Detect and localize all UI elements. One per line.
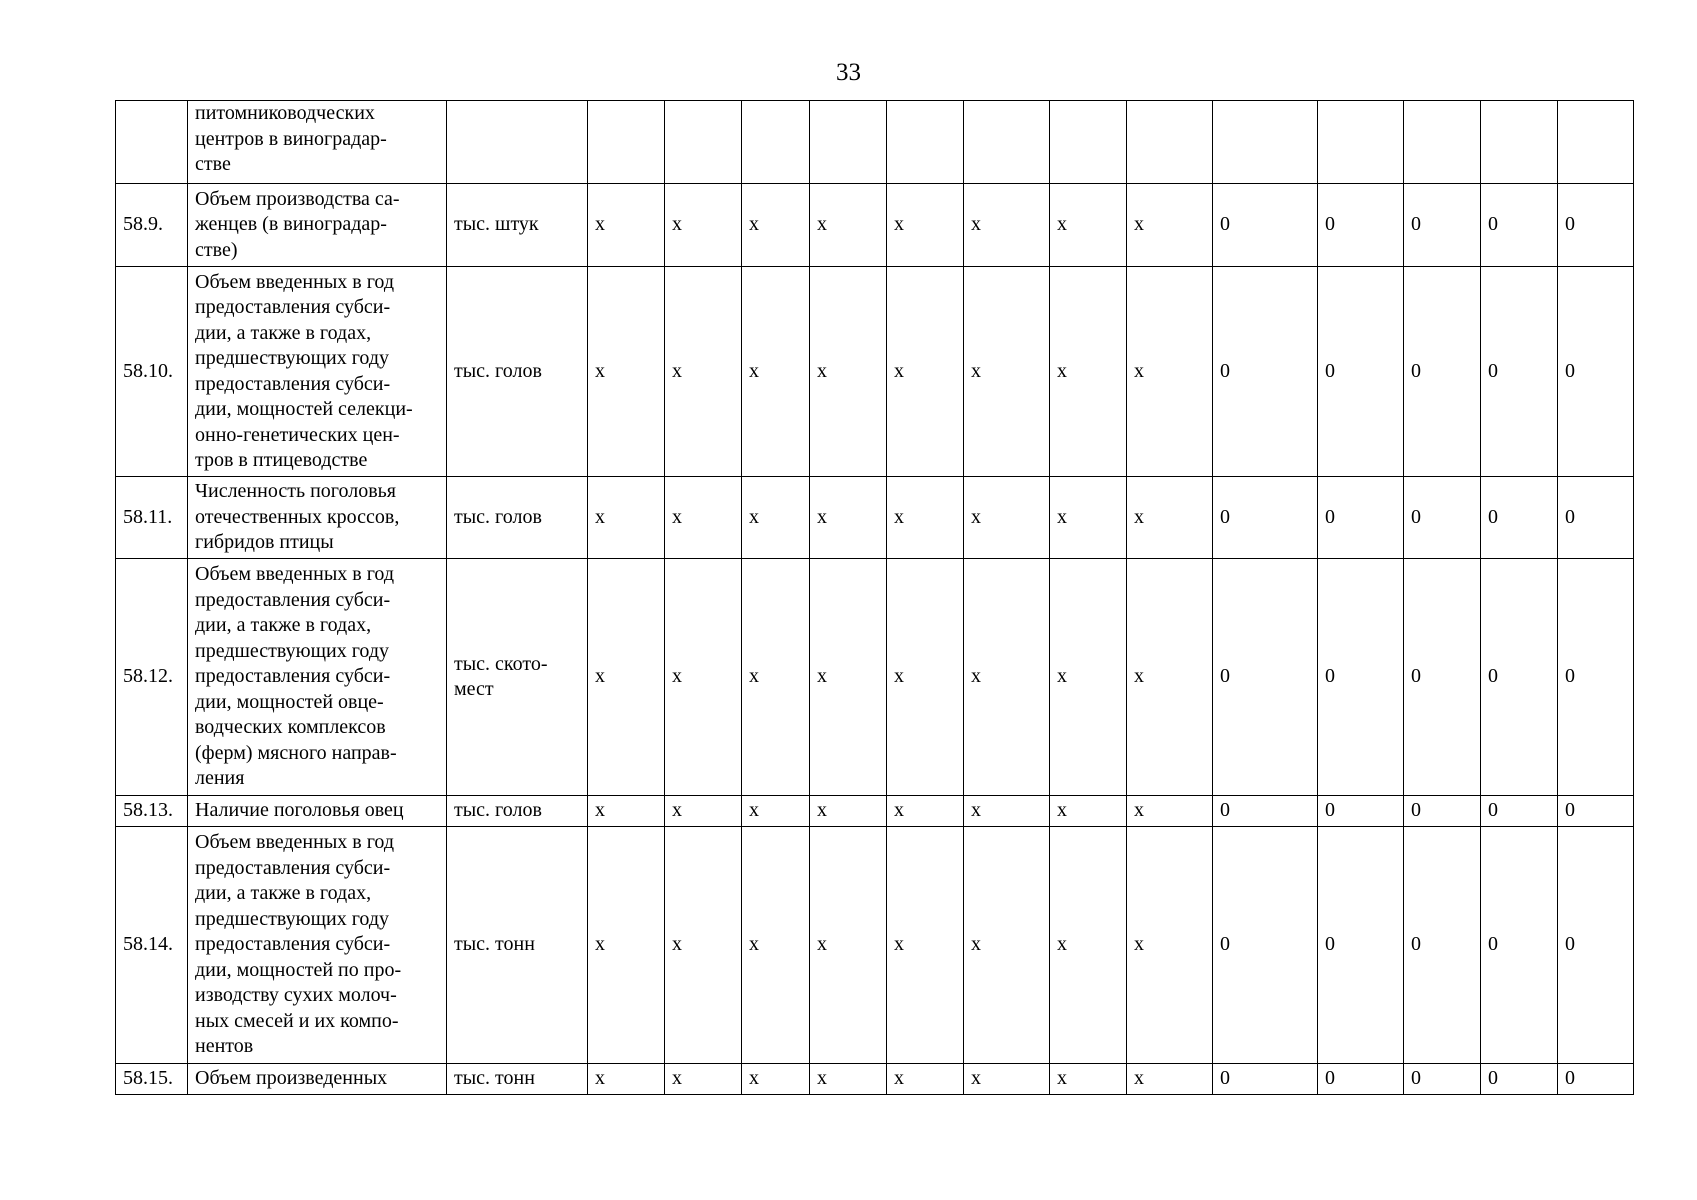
indicator-name-line: дии, а также в годах, [195,321,372,344]
table-row [116,477,1634,559]
value-cell: 0 [1404,184,1481,267]
value-cell: 0 [1558,559,1634,796]
value-cell: х [810,1064,887,1095]
value-cell: 0 [1213,559,1318,796]
row-number-cell: 58.9. [116,184,188,267]
value-cell [665,101,742,184]
value-cell: 0 [1318,267,1404,477]
value-cell: х [742,184,810,267]
value-cell: х [810,477,887,559]
value-cell: х [742,559,810,796]
value-cell: 0 [1558,267,1634,477]
value-cell: х [810,796,887,827]
value-cell: х [1050,796,1127,827]
value-cell: 0 [1318,184,1404,267]
value-cell: х [1050,827,1127,1064]
value-cell [1318,101,1404,184]
indicators-table [115,100,1634,1095]
unit-cell [447,796,588,827]
row-number-cell [116,101,188,184]
value-cell: 0 [1404,827,1481,1064]
value-cell: 0 [1481,184,1558,267]
unit-line: тыс. голов [454,505,542,528]
indicator-name-cell [188,796,447,827]
indicator-name-cell [188,267,447,477]
value-cell [742,101,810,184]
indicator-name-cell [188,477,447,559]
row-number-cell: 58.11. [116,477,188,559]
indicator-name-line: онно-генетических цен- [195,423,400,446]
value-cell: х [1127,827,1213,1064]
indicator-name-line: ления [195,767,245,790]
value-cell [810,101,887,184]
value-cell: х [887,796,964,827]
indicator-name-cell [188,184,447,267]
value-cell: х [810,559,887,796]
indicator-name-line: стве [195,153,231,175]
row-number-cell: 58.12. [116,559,188,796]
value-cell: 0 [1213,267,1318,477]
value-cell: 0 [1481,477,1558,559]
indicator-name-line: дии, мощностей селекци- [195,398,413,420]
indicator-name-line: Численность поголовья [195,480,396,503]
value-cell: х [1127,267,1213,477]
value-cell: 0 [1558,1064,1634,1095]
value-cell: 0 [1213,184,1318,267]
indicator-name-cell [188,1064,447,1095]
value-cell: 0 [1213,1064,1318,1095]
value-cell [887,101,964,184]
indicator-name-line: отечественных кроссов, [195,505,400,528]
indicator-name-cell [188,827,447,1064]
unit-cell [447,184,588,267]
unit-line: тыс. голов [454,359,542,382]
indicator-name-line: стве) [195,238,238,261]
value-cell: х [588,477,665,559]
indicator-name-line: предоставления субси- [195,856,391,879]
unit-cell [447,827,588,1064]
indicator-name-line: дии, а также в годах, [195,882,372,905]
value-cell: х [887,184,964,267]
value-cell [1213,101,1318,184]
value-cell [1404,101,1481,184]
indicator-name-line: Объем введенных в год [195,563,395,586]
value-cell: х [588,1064,665,1095]
unit-cell [447,1064,588,1095]
value-cell: 0 [1481,796,1558,827]
value-cell: х [810,827,887,1064]
indicator-name-line: предоставления субси- [195,933,391,956]
indicator-name-line: Наличие поголовья овец [195,799,404,822]
value-cell: х [665,267,742,477]
indicator-name-line: Объем введенных в год [195,270,395,293]
table-body [116,101,1634,1095]
value-cell: х [964,827,1050,1064]
indicator-name-line: предоставления субси- [195,665,391,688]
value-cell [1127,101,1213,184]
indicator-name-line: гибридов птицы [195,531,334,554]
value-cell: х [1127,559,1213,796]
value-cell: х [665,1064,742,1095]
indicator-name-line: предоставления субси- [195,372,391,395]
value-cell: 0 [1404,796,1481,827]
value-cell: 0 [1558,184,1634,267]
value-cell: 0 [1404,559,1481,796]
row-number-cell: 58.10. [116,267,188,477]
indicator-name-cell [188,559,447,796]
value-cell: х [1050,1064,1127,1095]
value-cell: х [810,184,887,267]
value-cell: 0 [1318,1064,1404,1095]
value-cell: 0 [1318,827,1404,1064]
unit-line: тыс. голов [454,799,542,822]
value-cell: х [665,796,742,827]
indicator-name-line: Объем введенных в год [195,831,395,854]
value-cell: х [665,184,742,267]
value-cell [1558,101,1634,184]
value-cell: 0 [1318,477,1404,559]
indicator-name-cell [188,101,447,184]
value-cell: х [1050,559,1127,796]
value-cell: х [887,267,964,477]
value-cell [964,101,1050,184]
indicator-name-line: дии, а также в годах, [195,614,372,637]
row-number-cell: 58.13. [116,796,188,827]
table-row [116,1064,1634,1095]
indicator-name-line: Объем произведенных [195,1067,388,1090]
value-cell: х [588,559,665,796]
value-cell: х [1050,184,1127,267]
value-cell: 0 [1481,267,1558,477]
value-cell: 0 [1404,267,1481,477]
unit-line: тыс. тонн [454,933,535,956]
value-cell: 0 [1318,559,1404,796]
table-row [116,559,1634,796]
indicator-name-line: предоставления субси- [195,588,391,611]
value-cell: х [964,184,1050,267]
value-cell: х [1127,477,1213,559]
indicator-name-line: предоставления субси- [195,296,391,318]
row-number-cell: 58.14. [116,827,188,1064]
indicator-name-line: предшествующих году [195,347,389,369]
indicator-name-line: тров в птицеводстве [195,449,368,471]
value-cell: х [1127,1064,1213,1095]
value-cell: х [588,796,665,827]
indicator-name-line: изводству сухих молоч- [195,984,397,1007]
value-cell: 0 [1213,827,1318,1064]
unit-cell [447,477,588,559]
unit-line: тыс. тонн [454,1067,535,1090]
page-number: 33 [836,59,861,86]
value-cell [1481,101,1558,184]
value-cell: х [964,1064,1050,1095]
value-cell: х [665,477,742,559]
value-cell: 0 [1404,477,1481,559]
value-cell: 0 [1213,477,1318,559]
value-cell: 0 [1404,1064,1481,1095]
indicator-name-line: предшествующих году [195,907,389,930]
indicator-name-line: нентов [195,1035,254,1058]
unit-cell [447,101,588,184]
value-cell: х [887,827,964,1064]
unit-cell [447,267,588,477]
value-cell: х [742,477,810,559]
value-cell: 0 [1481,1064,1558,1095]
value-cell: х [887,559,964,796]
value-cell: х [964,477,1050,559]
value-cell: х [964,267,1050,477]
indicator-name-line: женцев (в виноградар- [195,213,387,236]
table-row [116,827,1634,1064]
value-cell: 0 [1558,827,1634,1064]
value-cell: х [665,827,742,1064]
indicator-name-line: дии, мощностей по про- [195,958,402,981]
value-cell: х [588,267,665,477]
value-cell: х [1127,796,1213,827]
table-row [116,267,1634,477]
value-cell: 0 [1481,559,1558,796]
value-cell: х [964,559,1050,796]
unit-cell [447,559,588,796]
indicator-name-line: питомниководческих [195,102,375,124]
table-row [116,796,1634,827]
value-cell: 0 [1558,477,1634,559]
value-cell: х [742,827,810,1064]
value-cell: х [1127,184,1213,267]
unit-line: тыс. ското- [454,652,548,675]
unit-line: тыс. штук [454,213,539,236]
value-cell: х [742,1064,810,1095]
unit-line: мест [454,678,494,700]
value-cell: х [665,559,742,796]
value-cell: 0 [1558,796,1634,827]
indicator-name-line: предшествующих году [195,639,389,662]
value-cell: х [742,267,810,477]
indicator-name-line: (ферм) мясного направ- [195,741,397,764]
table-row [116,101,1634,184]
value-cell: х [1050,477,1127,559]
row-number-cell: 58.15. [116,1064,188,1095]
value-cell [1050,101,1127,184]
value-cell: х [887,477,964,559]
value-cell: 0 [1213,796,1318,827]
value-cell: х [1050,267,1127,477]
value-cell: 0 [1318,796,1404,827]
table-row [116,184,1634,267]
value-cell: х [810,267,887,477]
value-cell: х [588,827,665,1064]
indicator-name-line: водческих комплексов [195,716,386,739]
value-cell [588,101,665,184]
indicator-name-line: Объем производства са- [195,187,400,210]
value-cell: 0 [1481,827,1558,1064]
indicator-name-line: ных смесей и их компо- [195,1009,399,1032]
indicator-name-line: центров в виноградар- [195,127,387,150]
value-cell: х [588,184,665,267]
indicator-name-line: дии, мощностей овце- [195,690,384,713]
value-cell: х [887,1064,964,1095]
value-cell: х [742,796,810,827]
value-cell: х [964,796,1050,827]
